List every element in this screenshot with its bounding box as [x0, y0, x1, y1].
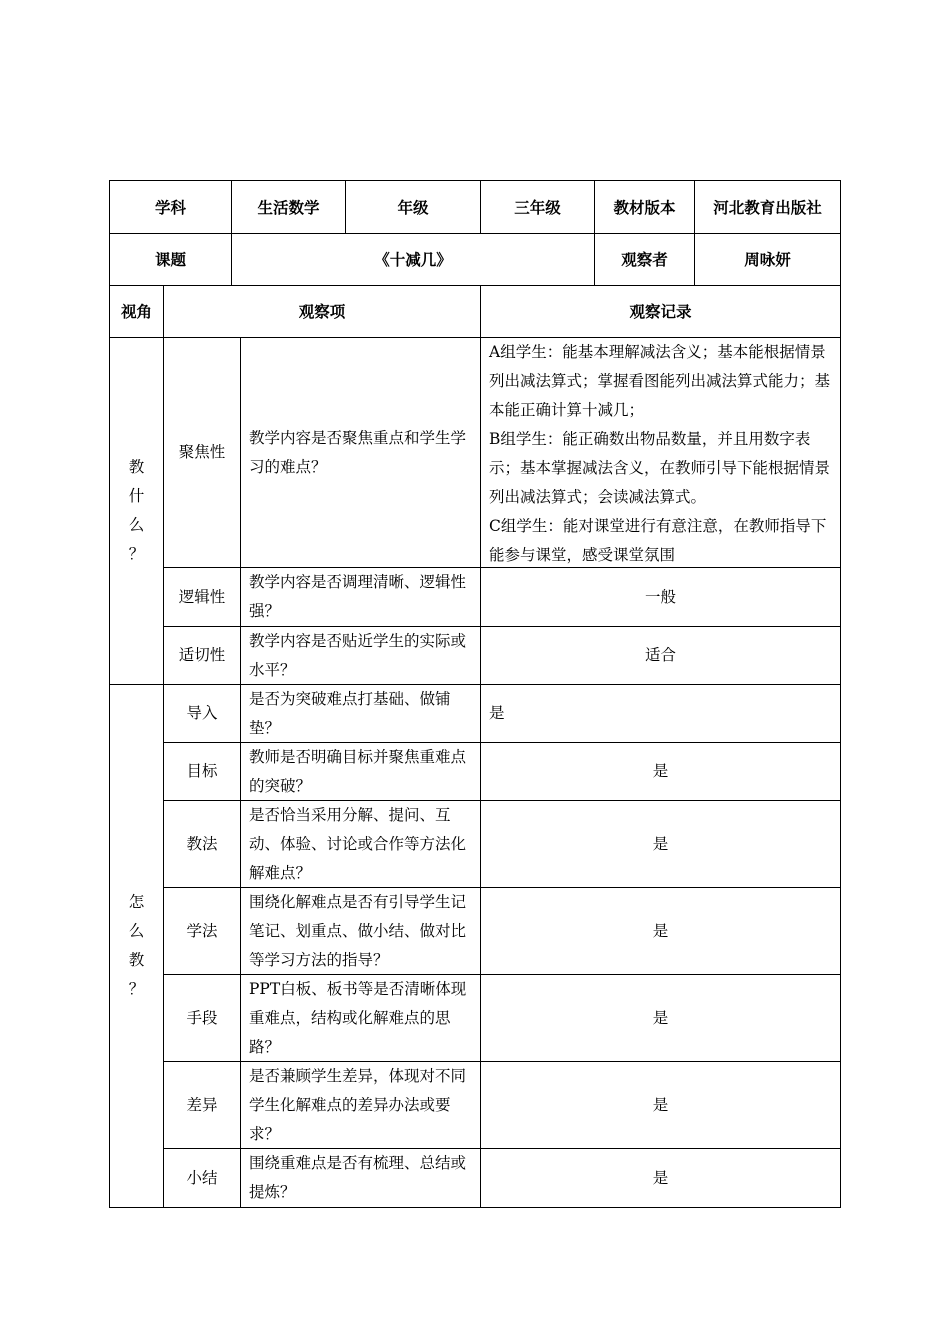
topic-value: 《十减几》 — [231, 233, 595, 286]
record-goal: 是 — [480, 742, 841, 801]
aspect-difference: 差异 — [163, 1061, 241, 1149]
question-goal: 教师是否明确目标并聚焦重难点的突破？ — [240, 742, 481, 801]
aspect-fit: 适切性 — [163, 626, 241, 685]
aspect-summary: 小结 — [163, 1148, 241, 1208]
record-difference: 是 — [480, 1061, 841, 1149]
aspect-logic: 逻辑性 — [163, 567, 241, 627]
section-how-label: 怎 么 教 ？ — [109, 684, 164, 1208]
record-group-a: A组学生：能基本理解减法含义；基本能根据情景列出减法算式；掌握看图能列出减法算式能力；基本能正确计算十减几； — [489, 343, 831, 419]
record-means: 是 — [480, 974, 841, 1062]
record-intro: 是 — [480, 684, 841, 743]
observer-label: 观察者 — [594, 233, 695, 286]
record-teaching-method: 是 — [480, 800, 841, 888]
question-fit: 教学内容是否贴近学生的实际或水平？ — [240, 626, 481, 685]
question-logic: 教学内容是否调理清晰、逻辑性强？ — [240, 567, 481, 627]
aspect-teaching-method: 教法 — [163, 800, 241, 888]
question-means: PPT白板、板书等是否清晰体现重难点，结构或化解难点的思路？ — [240, 974, 481, 1062]
subject-label: 学科 — [109, 180, 232, 234]
question-intro: 是否为突破难点打基础、做铺垫？ — [240, 684, 481, 743]
question-focus: 教学内容是否聚焦重点和学生学习的难点？ — [240, 337, 481, 568]
aspect-intro: 导入 — [163, 684, 241, 743]
grade-label: 年级 — [345, 180, 481, 234]
question-summary: 围绕重难点是否有梳理、总结或提炼？ — [240, 1148, 481, 1208]
record-learning-method: 是 — [480, 887, 841, 975]
grade-value: 三年级 — [480, 180, 595, 234]
aspect-goal: 目标 — [163, 742, 241, 801]
question-learning-method: 围绕化解难点是否有引导学生记笔记、划重点、做小结、做对比等学习方法的指导？ — [240, 887, 481, 975]
subject-value: 生活数学 — [231, 180, 346, 234]
record-group-c: C组学生：能对课堂进行有意注意，在教师指导下能参与课堂，感受课堂氛围 — [489, 517, 827, 564]
record-summary: 是 — [480, 1148, 841, 1208]
record-fit: 适合 — [480, 626, 841, 685]
aspect-learning-method: 学法 — [163, 887, 241, 975]
question-teaching-method: 是否恰当采用分解、提问、互动、体验、讨论或合作等方法化解难点？ — [240, 800, 481, 888]
edition-label: 教材版本 — [594, 180, 695, 234]
record-header: 观察记录 — [480, 285, 841, 338]
edition-value: 河北教育出版社 — [694, 180, 841, 234]
observer-value: 周咏妍 — [694, 233, 841, 286]
item-header: 观察项 — [163, 285, 481, 338]
record-group-b: B组学生：能正确数出物品数量，并且用数字表示；基本掌握减法含义，在教师引导下能根据情景列出减法算式；会读减法算式。 — [489, 430, 831, 506]
record-focus — [480, 337, 841, 568]
topic-label: 课题 — [109, 233, 232, 286]
section-what-label: 教 什 么 ？ — [109, 337, 164, 685]
record-logic: 一般 — [480, 567, 841, 627]
aspect-focus: 聚焦性 — [163, 337, 241, 568]
perspective-header: 视角 — [109, 285, 164, 338]
question-difference: 是否兼顾学生差异，体现对不同学生化解难点的差异办法或要求？ — [240, 1061, 481, 1149]
aspect-means: 手段 — [163, 974, 241, 1062]
